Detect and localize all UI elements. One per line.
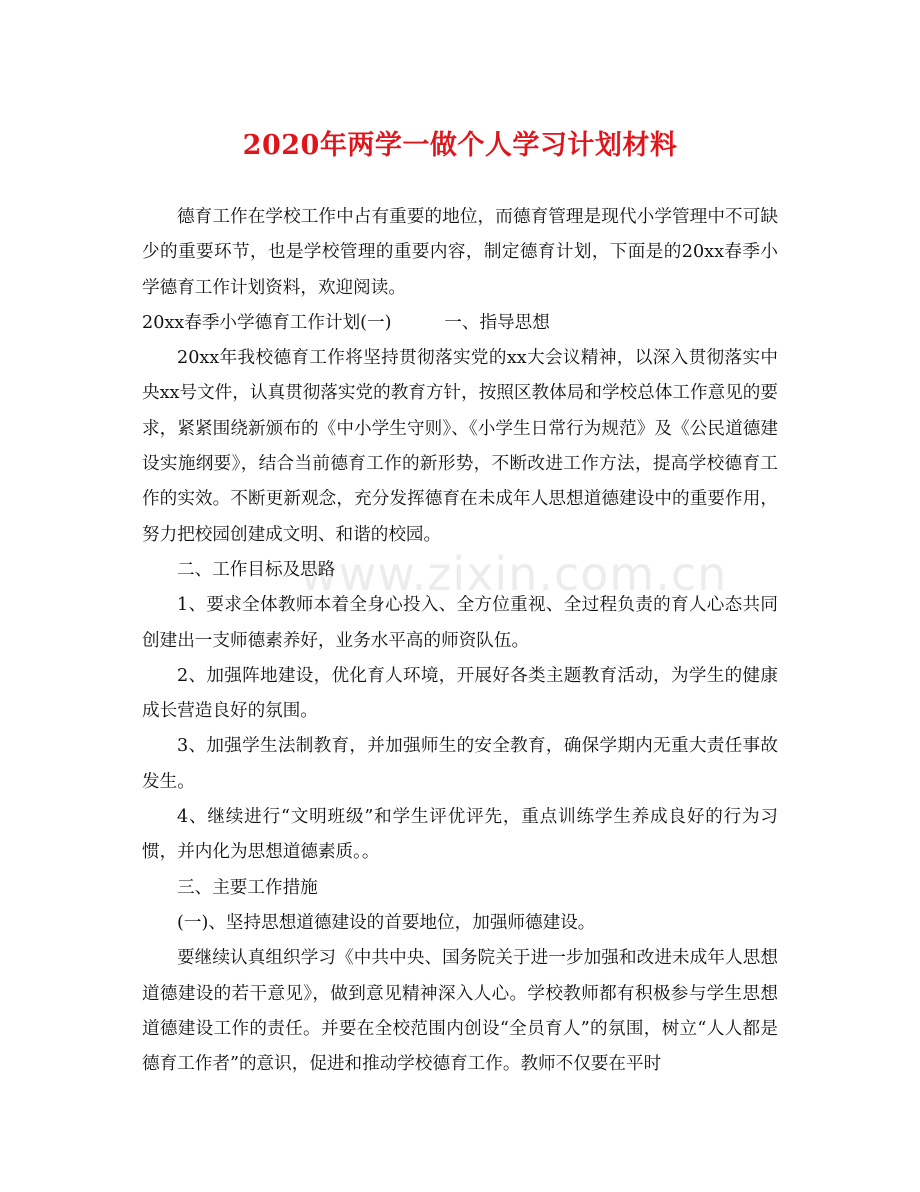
section-heading-plan: 20xx春季小学德育工作计划(一) 一、指导思想 — [142, 312, 550, 333]
paragraph: 要继续认真组织学习《中共中央、国务院关于进一步加强和改进未成年人思想道德建设的若干意见》，做到意见精神深入人心。学校教师都有积极参与学生思想道德建设工作的责任。并要在全校范围内创设“全员育人”的氛围，树立“人人都是德育工作者”的意识，促进和推动学校德育工作。教师不仅要在平时 — [142, 948, 778, 1075]
list-item: 3、加强学生法制教育，并加强师生的安全教育，确保学期内无重大责任事故发生。 — [142, 736, 778, 792]
section-heading: 三、主要工作措施 — [177, 877, 318, 898]
document-title: 2020年两学一做个人学习计划材料 — [242, 130, 678, 161]
list-item: 2、加强阵地建设，优化育人环境，开展好各类主题教育活动，为学生的健康成长营造良好的氛围。 — [142, 665, 778, 722]
list-item: 4、继续进行“文明班级”和学生评优评先，重点训练学生养成良好的行为习惯，并内化为思想道德素质。。 — [142, 807, 778, 863]
list-item: 1、要求全体教师本着全身心投入、全方位重视、全过程负责的育人心态共同创建出一支师德素养好，业务水平高的师资队伍。 — [142, 595, 778, 651]
paragraph: 德育工作在学校工作中占有重要的地位，而德育管理是现代小学管理中不可缺少的重要环节，也是学校管理的重要内容，制定德育计划，下面是的20xx春季小学德育工作计划资料，欢迎阅读。 — [142, 207, 778, 298]
section-heading: 二、工作目标及思路 — [177, 559, 336, 580]
paragraph: 20xx年我校德育工作将坚持贯彻落实党的xx大会议精神，以深入贯彻落实中央xx号文件，认真贯彻落实党的教育方针，按照区教体局和学校总体工作意见的要求，紧紧围绕新颁布的《中小学生守则》、《小学生日常行为规范》及《公民道德建设实施纲要》，结合当前德育工作的新形势，不断改进工作方法，提高学校德育工作的实效。不断更新观念，充分发挥德育在未成年人思想道德建设中的重要作用，努力把校园创建成文明、和谐的校园。 — [142, 348, 778, 545]
watermark-text: www.zixin.com.cn — [300, 547, 728, 601]
document-body — [142, 200, 778, 1082]
sub-heading: (一)、坚持思想道德建设的首要地位，加强师德建设。 — [177, 912, 596, 933]
